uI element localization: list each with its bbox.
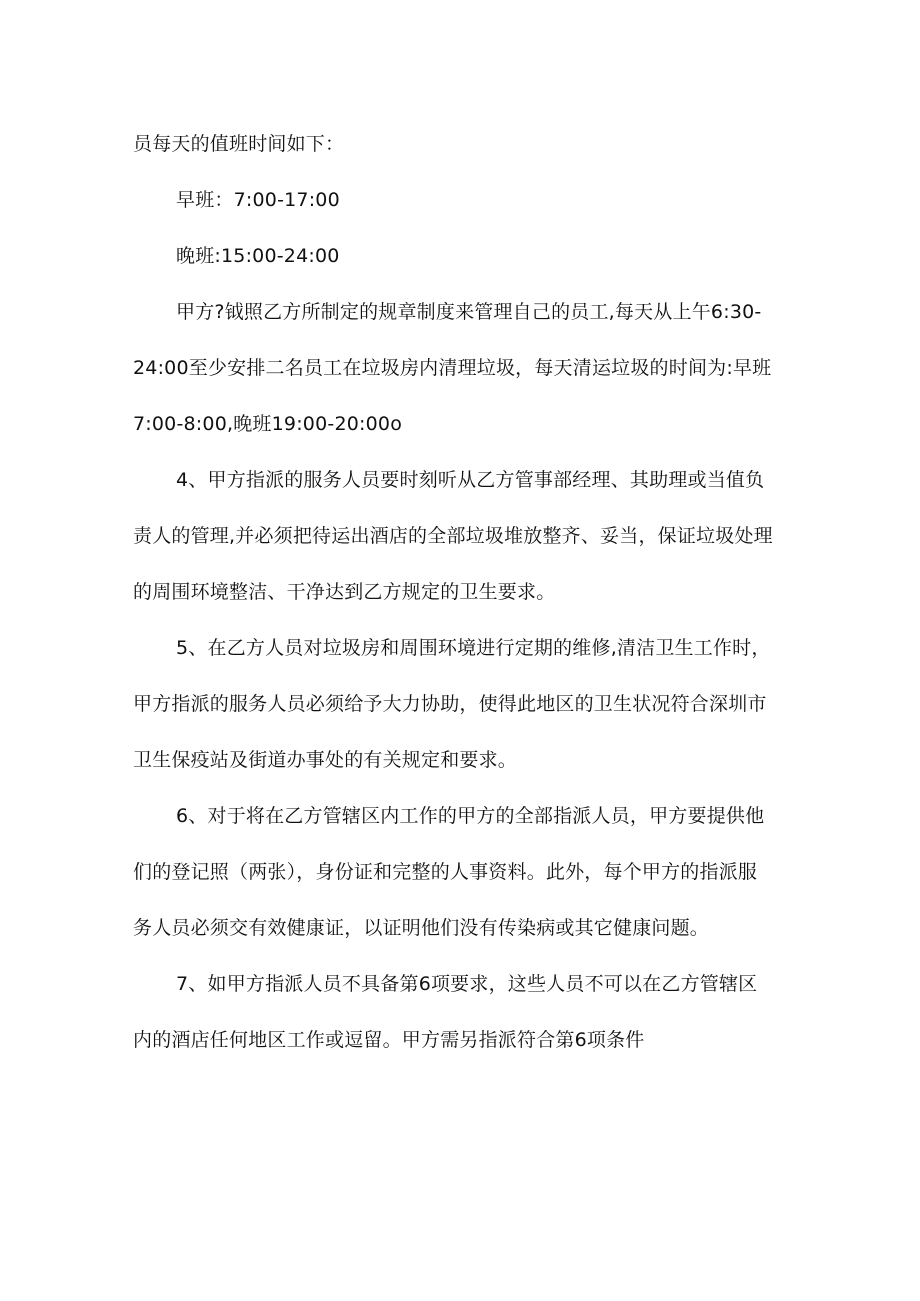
text-line-16: 7、如甲方指派人员不具备第6项要求，这些人员不可以在乙方管辖区: [176, 973, 758, 995]
text-line-2: 早班：7:00-17:00: [176, 189, 340, 211]
text-line-7: 4、甲方指派的服务人员要时刻听从乙方管事部经理、其助理或当值负: [176, 469, 765, 491]
text-line-3: 晚班:15:00-24:00: [176, 245, 340, 267]
text-line-14: 们的登记照（两张），身份证和完整的人事资料。此外，每个甲方的指派服: [133, 861, 758, 883]
text-line-13: 6、对于将在乙方管辖区内工作的甲方的全部指派人员，甲方要提供他: [176, 805, 765, 827]
text-line-11: 甲方指派的服务人员必须给予大力协助，使得此地区的卫生状况符合深圳市: [133, 693, 767, 715]
text-line-6: 7:00-8:00,晚班19:00-20:00o: [133, 413, 403, 435]
text-line-5: 24:00至少安排二名员工在垃圾房内清理垃圾，每天清运垃圾的时间为:早班: [133, 357, 772, 379]
text-line-1: 员每天的值班时间如下：: [133, 133, 345, 155]
text-line-8: 责人的管理,并必须把待运出酒店的全部垃圾堆放整齐、妥当，保证垃圾处理: [133, 525, 773, 547]
text-line-4: 甲方?钺照乙方所制定的规章制度来管理自己的员工,每天从上午6:30-: [176, 301, 762, 323]
text-line-9: 的周围环境整洁、干净达到乙方规定的卫生要求。: [133, 581, 556, 603]
text-line-17: 内的酒店任何地区工作或逗留。甲方需另指派符合第6项条件: [133, 1029, 645, 1051]
text-line-12: 卫生保疫站及街道办事处的有关规定和要求。: [133, 749, 518, 771]
text-line-10: 5、在乙方人员对垃圾房和周围环境进行定期的维修,清洁卫生工作时，: [176, 637, 771, 659]
text-line-15: 务人员必须交有效健康证，以证明他们没有传染病或其它健康问题。: [133, 917, 710, 939]
